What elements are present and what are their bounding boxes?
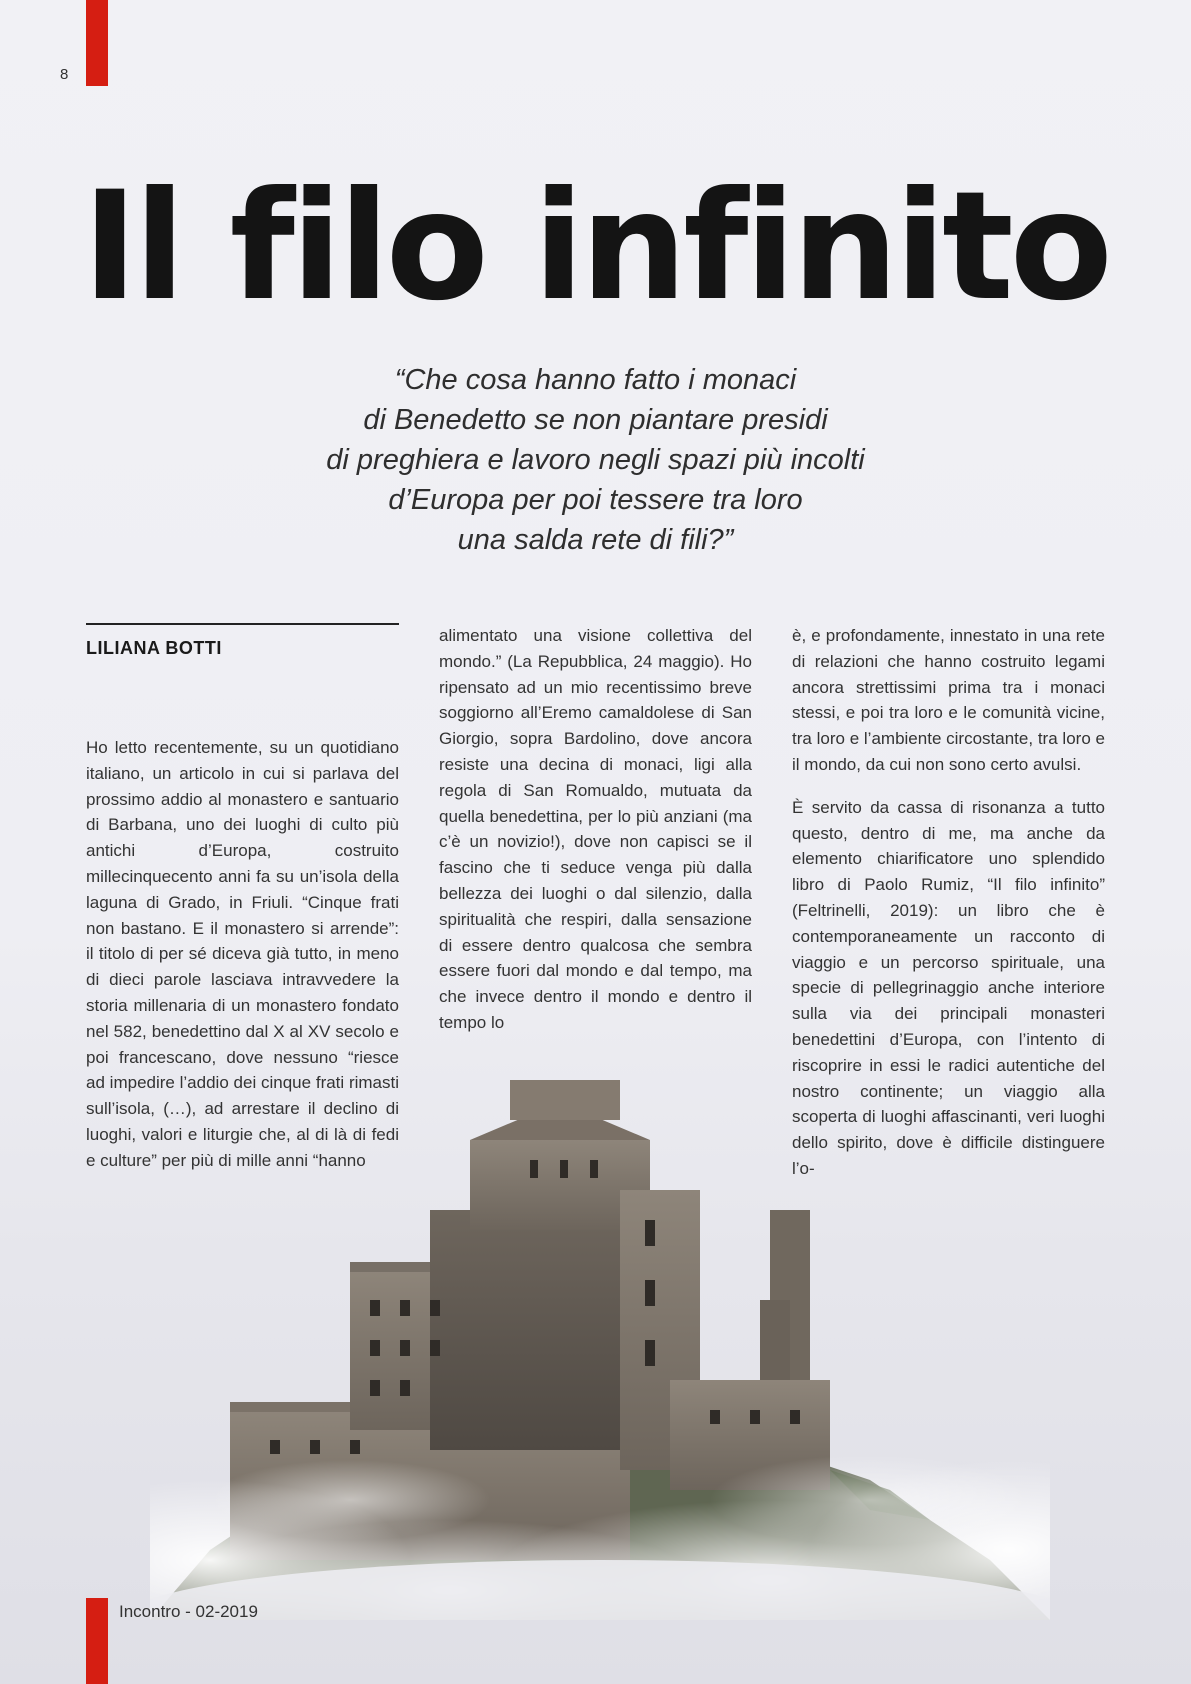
article-title: Il filo infinito (82, 160, 1109, 334)
text-column-2 (439, 623, 752, 1053)
paragraph: È servito da cassa di risonanza a tutto questo, dentro di me, ma anche da elemento chiarificatore uno splendido libro di Paolo Rumiz, “Il filo infinito” (Feltrinelli, 2019): un libro che è contemporaneamente un racconto di viaggio e un percorso spirituale, una specie di pellegrinaggio anche interiore sulla via dei principali monasteri benedettini d’Europa, con l’intento di riscoprire in essi le radici autentiche del nostro continente; un viaggio alla scoperta di luoghi affascinanti, veri luoghi dello spirito, dove è difficile distinguere l’o- (792, 797, 1105, 1178)
footer-text: Incontro - 02-2019 (119, 1602, 258, 1621)
paragraph: Ho letto recentemente, su un quotidiano italiano, un articolo in cui si parlava del prossimo addio al monastero e santuario di Barbana, uno dei luoghi di culto più antichi d’Europa, costruito millecinquecento anni fa su un’isola della laguna di Grado, in Friuli. “Cinque frati non bastano. E il monastero si arrende”: il titolo di per sé diceva già tutto, in meno di dieci parole lasciava intravvedere la storia millenaria di un monastero fondato nel 582, benedettino dal X al XV secolo e poi francescano, dove nessuno “riesce ad impedire l’addio dei cinque frati rimasti sull’isola, (…), ad arrestare il declino di luoghi, valori e liturgie che, al di là di fedi e culture” per più di mille anni “hanno (86, 738, 399, 1170)
author-rule (86, 623, 399, 625)
abbey-illustration (150, 1080, 1050, 1620)
quote-line: di preghiera e lavoro negli spazi più incolti (326, 444, 865, 476)
quote-line: “Che cosa hanno fatto i monaci (394, 364, 797, 396)
church-top (510, 1080, 620, 1120)
paragraph: alimentato una visione collettiva del mondo.” (La Repubblica, 24 maggio). Ho ripensato ad un mio recentissimo breve soggiorno all’Eremo camaldolese di San Giorgio, sopra Bardolino, dove ancora resiste una decina di monaci, ligi alla regola di San Romualdo, mutuata da quella benedettina, per lo più anziani (ma c’è un novizio!), dove non capisci se il fascino che ti seduce venga più dalla bellezza dei luoghi o dal silenzio, dalla spiritualità che respiri, dalla sensazione di essere dentro qualcosa che sembra essere fuori dal mondo e dal tempo, ma che invece dentro il mondo e dentro il tempo lo (439, 626, 752, 1032)
top-accent-bar (86, 0, 108, 86)
paragraph: è, e profondamente, innestato in una rete di relazioni che hanno costruito legami ancora strettissimi prima tra i monaci stessi, e poi tra loro e le comunità vicine, tra loro e l’ambiente circostante, tra loro e il mondo, da cui non sono certo avulsi. (792, 626, 1105, 774)
quote-line: di Benedetto se non piantare presidi (363, 404, 828, 436)
author-name: LILIANA BOTTI (86, 638, 222, 658)
quote-line: una salda rete di fili?” (457, 524, 734, 556)
page-number: 8 (60, 66, 69, 83)
quote-line: d’Europa per poi tessere tra loro (388, 484, 803, 516)
pull-quote (300, 360, 891, 560)
footer-accent-bar (86, 1598, 108, 1684)
